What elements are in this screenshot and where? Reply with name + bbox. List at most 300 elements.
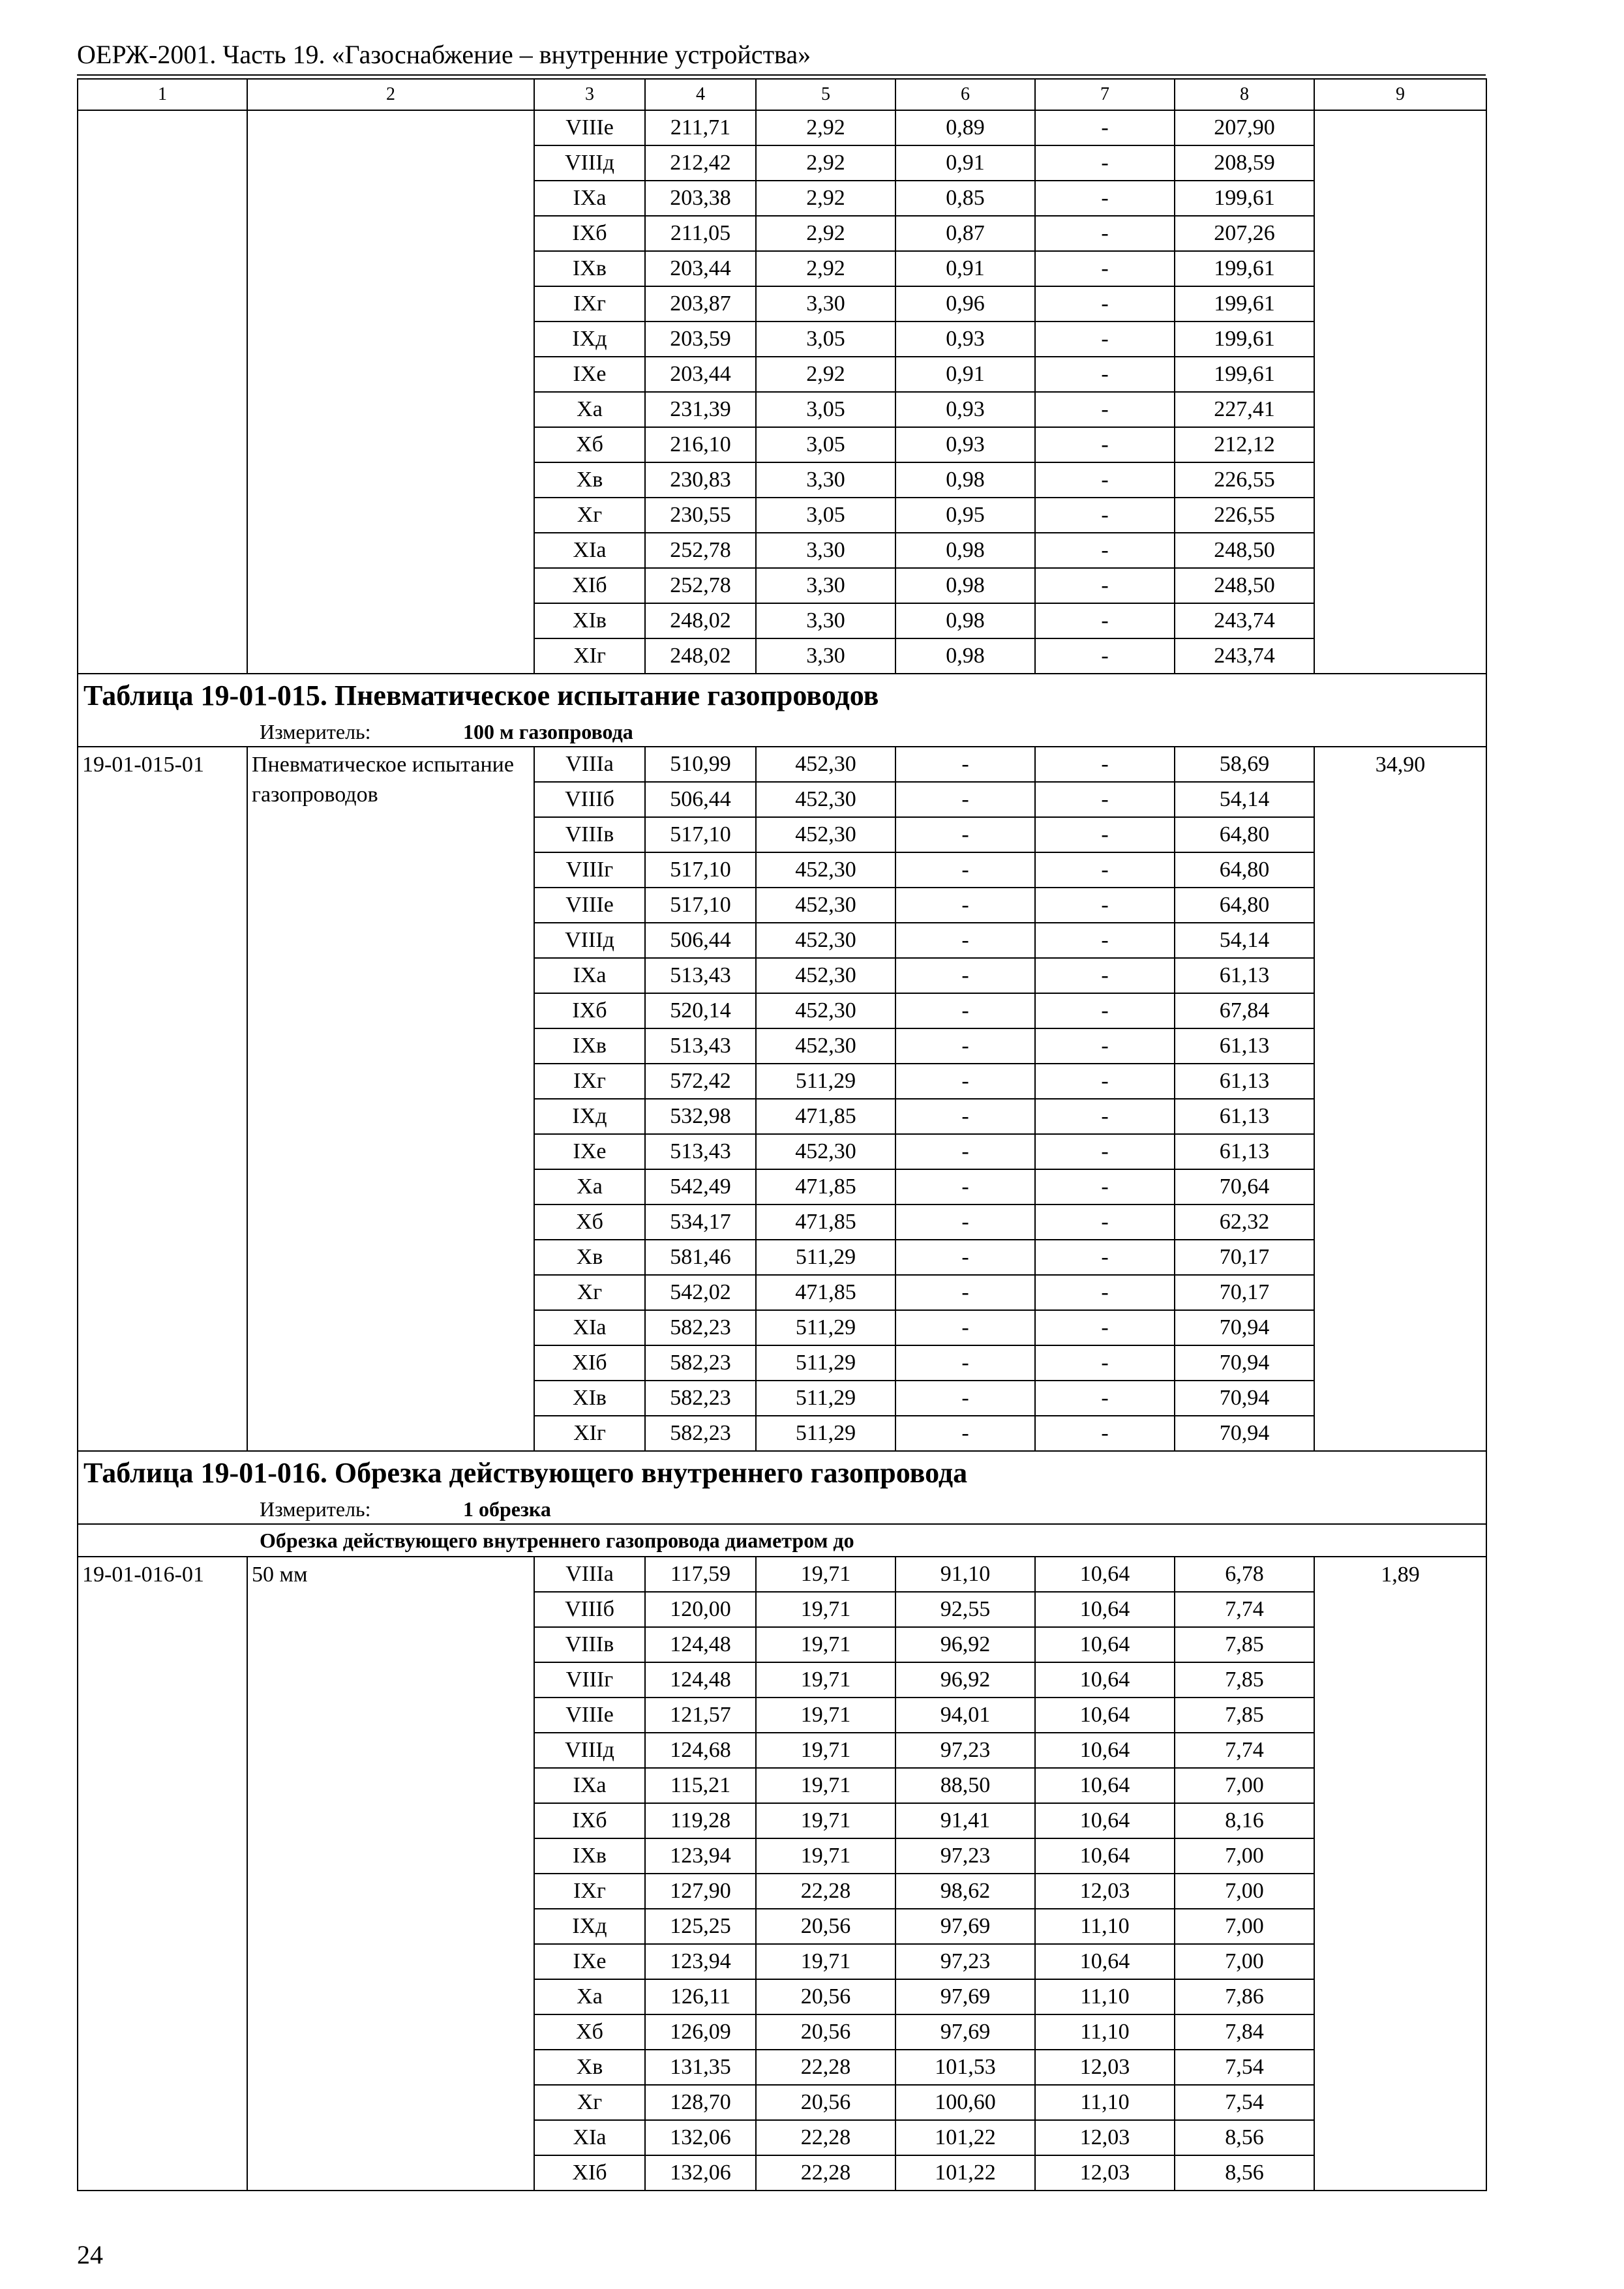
machinist-wages-cell: - <box>1035 1204 1175 1240</box>
price-zone-cell: IXд <box>534 1099 645 1134</box>
machine-cost-cell: 0,91 <box>895 357 1035 392</box>
rates-table-body <box>78 79 1486 2191</box>
machine-cost-cell: - <box>895 852 1035 888</box>
machine-cost-cell: - <box>895 1240 1035 1275</box>
materials-cell: 226,55 <box>1175 462 1314 498</box>
machine-cost-cell: 0,96 <box>895 286 1035 322</box>
machine-cost-cell: - <box>895 782 1035 817</box>
machinist-wages-cell: - <box>1035 1416 1175 1451</box>
wages-cell: 471,85 <box>756 1204 895 1240</box>
materials-cell: 248,50 <box>1175 568 1314 603</box>
materials-cell: 7,00 <box>1175 1874 1314 1909</box>
wages-cell: 20,56 <box>756 1979 895 2014</box>
price-zone-cell: IXб <box>534 216 645 251</box>
machinist-wages-cell: - <box>1035 747 1175 782</box>
materials-cell: 7,74 <box>1175 1592 1314 1627</box>
price-zone-cell: IXa <box>534 958 645 993</box>
machine-cost-cell: - <box>895 1416 1035 1451</box>
price-zone-cell: Xa <box>534 392 645 427</box>
materials-cell: 7,54 <box>1175 2085 1314 2120</box>
direct-cost-cell: 127,90 <box>645 1874 756 1909</box>
table-row <box>78 110 1486 145</box>
machinist-wages-cell: 11,10 <box>1035 1979 1175 2014</box>
price-zone-cell: Xг <box>534 1275 645 1310</box>
machine-cost-cell: 96,92 <box>895 1662 1035 1698</box>
machine-cost-cell: 0,87 <box>895 216 1035 251</box>
materials-cell: 8,56 <box>1175 2120 1314 2155</box>
wages-cell: 452,30 <box>756 747 895 782</box>
machine-cost-cell: 0,89 <box>895 110 1035 145</box>
column-number: 3 <box>534 79 645 110</box>
table-row <box>78 1557 1486 1592</box>
section-title: Таблица 19-01-015. Пневматическое испытание газопроводов <box>78 674 1486 717</box>
materials-cell: 70,17 <box>1175 1275 1314 1310</box>
price-zone-cell: Xa <box>534 1979 645 2014</box>
machine-cost-cell: 0,98 <box>895 533 1035 568</box>
machinist-wages-cell: 10,64 <box>1035 1733 1175 1768</box>
wages-cell: 3,30 <box>756 533 895 568</box>
direct-cost-cell: 211,05 <box>645 216 756 251</box>
materials-cell: 6,78 <box>1175 1557 1314 1592</box>
machinist-wages-cell: 10,64 <box>1035 1838 1175 1874</box>
machine-cost-cell: 0,98 <box>895 462 1035 498</box>
wages-cell: 2,92 <box>756 145 895 181</box>
machine-cost-cell: - <box>895 817 1035 852</box>
machine-cost-cell: 0,98 <box>895 568 1035 603</box>
machine-cost-cell: - <box>895 1099 1035 1134</box>
section-title: Таблица 19-01-016. Обрезка действующего внутреннего газопровода <box>78 1451 1486 1495</box>
price-zone-cell: Xб <box>534 2014 645 2050</box>
machinist-wages-cell: - <box>1035 533 1175 568</box>
price-zone-cell: XIб <box>534 1345 645 1381</box>
machinist-wages-cell: 10,64 <box>1035 1768 1175 1803</box>
price-zone-cell: Xб <box>534 427 645 462</box>
direct-cost-cell: 120,00 <box>645 1592 756 1627</box>
materials-cell: 7,85 <box>1175 1698 1314 1733</box>
direct-cost-cell: 216,10 <box>645 427 756 462</box>
materials-cell: 70,64 <box>1175 1169 1314 1204</box>
direct-cost-cell: 128,70 <box>645 2085 756 2120</box>
wages-cell: 452,30 <box>756 817 895 852</box>
direct-cost-cell: 121,57 <box>645 1698 756 1733</box>
wages-cell: 3,05 <box>756 498 895 533</box>
machinist-wages-cell: - <box>1035 145 1175 181</box>
machine-cost-cell: 97,69 <box>895 1909 1035 1944</box>
column-number: 9 <box>1314 79 1486 110</box>
price-zone-cell: IXв <box>534 251 645 286</box>
wages-cell: 3,05 <box>756 392 895 427</box>
machinist-wages-cell: - <box>1035 852 1175 888</box>
machine-cost-cell: - <box>895 1169 1035 1204</box>
machine-cost-cell: 0,95 <box>895 498 1035 533</box>
wages-cell: 3,05 <box>756 427 895 462</box>
price-zone-cell: VIIIд <box>534 1733 645 1768</box>
direct-cost-cell: 572,42 <box>645 1064 756 1099</box>
meter-label: Измеритель: <box>260 1497 371 1521</box>
direct-cost-cell: 252,78 <box>645 533 756 568</box>
price-zone-cell: VIIIe <box>534 1698 645 1733</box>
price-zone-cell: IXг <box>534 1064 645 1099</box>
machinist-wages-cell: - <box>1035 782 1175 817</box>
price-zone-cell: IXг <box>534 286 645 322</box>
materials-cell: 7,00 <box>1175 1838 1314 1874</box>
machinist-wages-cell: - <box>1035 322 1175 357</box>
machinist-wages-cell: 12,03 <box>1035 2120 1175 2155</box>
materials-cell: 208,59 <box>1175 145 1314 181</box>
direct-cost-cell: 211,71 <box>645 110 756 145</box>
machine-cost-cell: 96,92 <box>895 1627 1035 1662</box>
machinist-wages-cell: - <box>1035 1169 1175 1204</box>
price-zone-cell: IXв <box>534 1838 645 1874</box>
machine-cost-cell: 91,10 <box>895 1557 1035 1592</box>
wages-cell: 22,28 <box>756 1874 895 1909</box>
price-zone-cell: VIIIa <box>534 747 645 782</box>
machine-cost-cell: 0,93 <box>895 427 1035 462</box>
wages-cell: 20,56 <box>756 1909 895 1944</box>
machine-cost-cell: - <box>895 1345 1035 1381</box>
wages-cell: 2,92 <box>756 251 895 286</box>
direct-cost-cell: 131,35 <box>645 2050 756 2085</box>
column-number-row <box>78 79 1486 110</box>
machine-cost-cell: - <box>895 1310 1035 1345</box>
wages-cell: 3,05 <box>756 322 895 357</box>
machine-cost-cell: 0,93 <box>895 322 1035 357</box>
price-zone-cell: VIIIд <box>534 145 645 181</box>
direct-cost-cell: 124,68 <box>645 1733 756 1768</box>
wages-cell: 2,92 <box>756 357 895 392</box>
wages-cell: 19,71 <box>756 1627 895 1662</box>
section-subtitle: Обрезка действующего внутреннего газопровода диаметром до <box>78 1524 1486 1557</box>
machinist-wages-cell: - <box>1035 462 1175 498</box>
direct-cost-cell: 252,78 <box>645 568 756 603</box>
price-zone-cell: IXб <box>534 1803 645 1838</box>
wages-cell: 471,85 <box>756 1275 895 1310</box>
direct-cost-cell: 123,94 <box>645 1944 756 1979</box>
wages-cell: 3,30 <box>756 603 895 638</box>
price-zone-cell: VIIIв <box>534 1627 645 1662</box>
materials-cell: 7,86 <box>1175 1979 1314 2014</box>
price-zone-cell: XIa <box>534 1310 645 1345</box>
machine-cost-cell: 97,23 <box>895 1733 1035 1768</box>
col9-cell: 1,89 <box>1314 1557 1486 2191</box>
machinist-wages-cell: 10,64 <box>1035 1592 1175 1627</box>
page-header <box>77 39 1486 79</box>
machine-cost-cell: - <box>895 1381 1035 1416</box>
direct-cost-cell: 119,28 <box>645 1803 756 1838</box>
direct-cost-cell: 124,48 <box>645 1662 756 1698</box>
meter-unit: 100 м газопровода <box>463 719 633 743</box>
materials-cell: 70,17 <box>1175 1240 1314 1275</box>
page-number: 24 <box>77 2240 103 2269</box>
wages-cell: 511,29 <box>756 1310 895 1345</box>
price-zone-cell: Xa <box>534 1169 645 1204</box>
code-cell: 19-01-015-01 <box>78 747 247 1451</box>
meter-unit: 1 обрезка <box>463 1497 551 1521</box>
price-zone-cell: IXд <box>534 322 645 357</box>
materials-cell: 7,00 <box>1175 1909 1314 1944</box>
wages-cell: 19,71 <box>756 1838 895 1874</box>
machinist-wages-cell: - <box>1035 1381 1175 1416</box>
materials-cell: 199,61 <box>1175 286 1314 322</box>
machinist-wages-cell: 10,64 <box>1035 1627 1175 1662</box>
materials-cell: 7,85 <box>1175 1627 1314 1662</box>
price-zone-cell: VIIIд <box>534 923 645 958</box>
materials-cell: 199,61 <box>1175 181 1314 216</box>
machine-cost-cell: 88,50 <box>895 1768 1035 1803</box>
direct-cost-cell: 248,02 <box>645 603 756 638</box>
machine-cost-cell: - <box>895 993 1035 1028</box>
wages-cell: 19,71 <box>756 1662 895 1698</box>
wages-cell: 471,85 <box>756 1099 895 1134</box>
direct-cost-cell: 506,44 <box>645 923 756 958</box>
machine-cost-cell: - <box>895 1134 1035 1169</box>
machinist-wages-cell: 10,64 <box>1035 1803 1175 1838</box>
machine-cost-cell: 97,69 <box>895 2014 1035 2050</box>
materials-cell: 61,13 <box>1175 1064 1314 1099</box>
machinist-wages-cell: - <box>1035 603 1175 638</box>
machine-cost-cell: 0,98 <box>895 603 1035 638</box>
wages-cell: 20,56 <box>756 2085 895 2120</box>
wages-cell: 471,85 <box>756 1169 895 1204</box>
machine-cost-cell: - <box>895 958 1035 993</box>
direct-cost-cell: 534,17 <box>645 1204 756 1240</box>
wages-cell: 3,30 <box>756 462 895 498</box>
machinist-wages-cell: - <box>1035 1099 1175 1134</box>
name-cell: Пневматическое испытание газопроводов <box>247 747 534 1451</box>
wages-cell: 22,28 <box>756 2120 895 2155</box>
machine-cost-cell: 0,85 <box>895 181 1035 216</box>
materials-cell: 62,32 <box>1175 1204 1314 1240</box>
direct-cost-cell: 582,23 <box>645 1381 756 1416</box>
materials-cell: 7,00 <box>1175 1768 1314 1803</box>
price-zone-cell: XIг <box>534 1416 645 1451</box>
price-zone-cell: Xв <box>534 1240 645 1275</box>
header-rule <box>77 74 1486 76</box>
materials-cell: 61,13 <box>1175 1134 1314 1169</box>
machine-cost-cell: 101,22 <box>895 2120 1035 2155</box>
machinist-wages-cell: 12,03 <box>1035 2155 1175 2191</box>
machine-cost-cell: 0,98 <box>895 638 1035 674</box>
materials-cell: 248,50 <box>1175 533 1314 568</box>
wages-cell: 22,28 <box>756 2155 895 2191</box>
materials-cell: 61,13 <box>1175 958 1314 993</box>
wages-cell: 2,92 <box>756 181 895 216</box>
machinist-wages-cell: - <box>1035 888 1175 923</box>
name-cell <box>247 110 534 674</box>
direct-cost-cell: 203,59 <box>645 322 756 357</box>
machine-cost-cell: 98,62 <box>895 1874 1035 1909</box>
materials-cell: 207,26 <box>1175 216 1314 251</box>
price-zone-cell: VIIIa <box>534 1557 645 1592</box>
wages-cell: 452,30 <box>756 958 895 993</box>
direct-cost-cell: 581,46 <box>645 1240 756 1275</box>
code-cell: 19-01-016-01 <box>78 1557 247 2191</box>
materials-cell: 7,84 <box>1175 2014 1314 2050</box>
direct-cost-cell: 203,44 <box>645 357 756 392</box>
code-cell <box>78 110 247 674</box>
machinist-wages-cell: - <box>1035 923 1175 958</box>
price-zone-cell: VIIIб <box>534 782 645 817</box>
price-zone-cell: XIв <box>534 1381 645 1416</box>
direct-cost-cell: 513,43 <box>645 958 756 993</box>
wages-cell: 511,29 <box>756 1345 895 1381</box>
materials-cell: 61,13 <box>1175 1028 1314 1064</box>
materials-cell: 7,00 <box>1175 1944 1314 1979</box>
section-title-row <box>78 674 1486 717</box>
direct-cost-cell: 517,10 <box>645 817 756 852</box>
direct-cost-cell: 125,25 <box>645 1909 756 1944</box>
price-zone-cell: IXв <box>534 1028 645 1064</box>
direct-cost-cell: 513,43 <box>645 1028 756 1064</box>
direct-cost-cell: 582,23 <box>645 1310 756 1345</box>
direct-cost-cell: 248,02 <box>645 638 756 674</box>
direct-cost-cell: 123,94 <box>645 1838 756 1874</box>
name-cell: 50 мм <box>247 1557 534 2191</box>
wages-cell: 2,92 <box>756 216 895 251</box>
direct-cost-cell: 203,38 <box>645 181 756 216</box>
price-zone-cell: VIIIe <box>534 110 645 145</box>
machine-cost-cell: 101,53 <box>895 2050 1035 2085</box>
machinist-wages-cell: - <box>1035 958 1175 993</box>
machinist-wages-cell: - <box>1035 251 1175 286</box>
direct-cost-cell: 582,23 <box>645 1416 756 1451</box>
col9-cell: 34,90 <box>1314 747 1486 1451</box>
price-zone-cell: XIг <box>534 638 645 674</box>
rates-table <box>77 78 1487 2191</box>
machinist-wages-cell: - <box>1035 357 1175 392</box>
machinist-wages-cell: - <box>1035 1345 1175 1381</box>
price-zone-cell: IXa <box>534 181 645 216</box>
materials-cell: 243,74 <box>1175 638 1314 674</box>
direct-cost-cell: 542,49 <box>645 1169 756 1204</box>
materials-cell: 70,94 <box>1175 1310 1314 1345</box>
wages-cell: 452,30 <box>756 782 895 817</box>
wages-cell: 452,30 <box>756 1134 895 1169</box>
materials-cell: 212,12 <box>1175 427 1314 462</box>
price-zone-cell: VIIIв <box>534 817 645 852</box>
meter-label: Измеритель: <box>260 719 371 743</box>
direct-cost-cell: 520,14 <box>645 993 756 1028</box>
price-zone-cell: XIa <box>534 2120 645 2155</box>
machinist-wages-cell: - <box>1035 181 1175 216</box>
direct-cost-cell: 230,83 <box>645 462 756 498</box>
meter-row <box>78 717 1486 747</box>
machine-cost-cell: 100,60 <box>895 2085 1035 2120</box>
wages-cell: 19,71 <box>756 1944 895 1979</box>
machinist-wages-cell: - <box>1035 392 1175 427</box>
materials-cell: 207,90 <box>1175 110 1314 145</box>
direct-cost-cell: 203,87 <box>645 286 756 322</box>
direct-cost-cell: 230,55 <box>645 498 756 533</box>
price-zone-cell: VIIIг <box>534 852 645 888</box>
machinist-wages-cell: 12,03 <box>1035 1874 1175 1909</box>
column-number: 7 <box>1035 79 1175 110</box>
column-number: 4 <box>645 79 756 110</box>
machine-cost-cell: - <box>895 1275 1035 1310</box>
machinist-wages-cell: 11,10 <box>1035 2085 1175 2120</box>
wages-cell: 511,29 <box>756 1416 895 1451</box>
machine-cost-cell: - <box>895 923 1035 958</box>
machinist-wages-cell: - <box>1035 1064 1175 1099</box>
wages-cell: 19,71 <box>756 1768 895 1803</box>
direct-cost-cell: 532,98 <box>645 1099 756 1134</box>
direct-cost-cell: 510,99 <box>645 747 756 782</box>
machine-cost-cell: - <box>895 888 1035 923</box>
price-zone-cell: IXe <box>534 357 645 392</box>
direct-cost-cell: 517,10 <box>645 852 756 888</box>
machinist-wages-cell: - <box>1035 1240 1175 1275</box>
column-number: 8 <box>1175 79 1314 110</box>
price-zone-cell: Xв <box>534 2050 645 2085</box>
wages-cell: 19,71 <box>756 1803 895 1838</box>
wages-cell: 19,71 <box>756 1698 895 1733</box>
price-zone-cell: VIIIe <box>534 888 645 923</box>
price-zone-cell: IXд <box>534 1909 645 1944</box>
direct-cost-cell: 542,02 <box>645 1275 756 1310</box>
machinist-wages-cell: 11,10 <box>1035 1909 1175 1944</box>
table-row <box>78 747 1486 782</box>
wages-cell: 3,30 <box>756 638 895 674</box>
machinist-wages-cell: 12,03 <box>1035 2050 1175 2085</box>
materials-cell: 243,74 <box>1175 603 1314 638</box>
direct-cost-cell: 132,06 <box>645 2120 756 2155</box>
machine-cost-cell: 0,91 <box>895 145 1035 181</box>
materials-cell: 64,80 <box>1175 888 1314 923</box>
machine-cost-cell: - <box>895 1064 1035 1099</box>
meter-row <box>78 1495 1486 1524</box>
price-zone-cell: Xг <box>534 498 645 533</box>
direct-cost-cell: 212,42 <box>645 145 756 181</box>
materials-cell: 67,84 <box>1175 993 1314 1028</box>
materials-cell: 70,94 <box>1175 1381 1314 1416</box>
section-title-row <box>78 1451 1486 1495</box>
materials-cell: 8,16 <box>1175 1803 1314 1838</box>
machinist-wages-cell: - <box>1035 1134 1175 1169</box>
machine-cost-cell: 97,69 <box>895 1979 1035 2014</box>
wages-cell: 511,29 <box>756 1240 895 1275</box>
machine-cost-cell: 94,01 <box>895 1698 1035 1733</box>
wages-cell: 22,28 <box>756 2050 895 2085</box>
machine-cost-cell: - <box>895 1204 1035 1240</box>
price-zone-cell: XIв <box>534 603 645 638</box>
price-zone-cell: IXa <box>534 1768 645 1803</box>
wages-cell: 452,30 <box>756 993 895 1028</box>
wages-cell: 452,30 <box>756 1028 895 1064</box>
machinist-wages-cell: - <box>1035 1028 1175 1064</box>
column-number: 5 <box>756 79 895 110</box>
machine-cost-cell: 101,22 <box>895 2155 1035 2191</box>
materials-cell: 7,54 <box>1175 2050 1314 2085</box>
machinist-wages-cell: - <box>1035 216 1175 251</box>
machinist-wages-cell: - <box>1035 1310 1175 1345</box>
price-zone-cell: Xб <box>534 1204 645 1240</box>
direct-cost-cell: 132,06 <box>645 2155 756 2191</box>
price-zone-cell: IXe <box>534 1134 645 1169</box>
machinist-wages-cell: 10,64 <box>1035 1698 1175 1733</box>
materials-cell: 7,74 <box>1175 1733 1314 1768</box>
direct-cost-cell: 126,11 <box>645 1979 756 2014</box>
machinist-wages-cell: - <box>1035 568 1175 603</box>
price-zone-cell: XIa <box>534 533 645 568</box>
price-zone-cell: IXe <box>534 1944 645 1979</box>
machine-cost-cell: - <box>895 1028 1035 1064</box>
column-number: 6 <box>895 79 1035 110</box>
direct-cost-cell: 582,23 <box>645 1345 756 1381</box>
direct-cost-cell: 203,44 <box>645 251 756 286</box>
machinist-wages-cell: 11,10 <box>1035 2014 1175 2050</box>
price-zone-cell: Xг <box>534 2085 645 2120</box>
machinist-wages-cell: - <box>1035 993 1175 1028</box>
